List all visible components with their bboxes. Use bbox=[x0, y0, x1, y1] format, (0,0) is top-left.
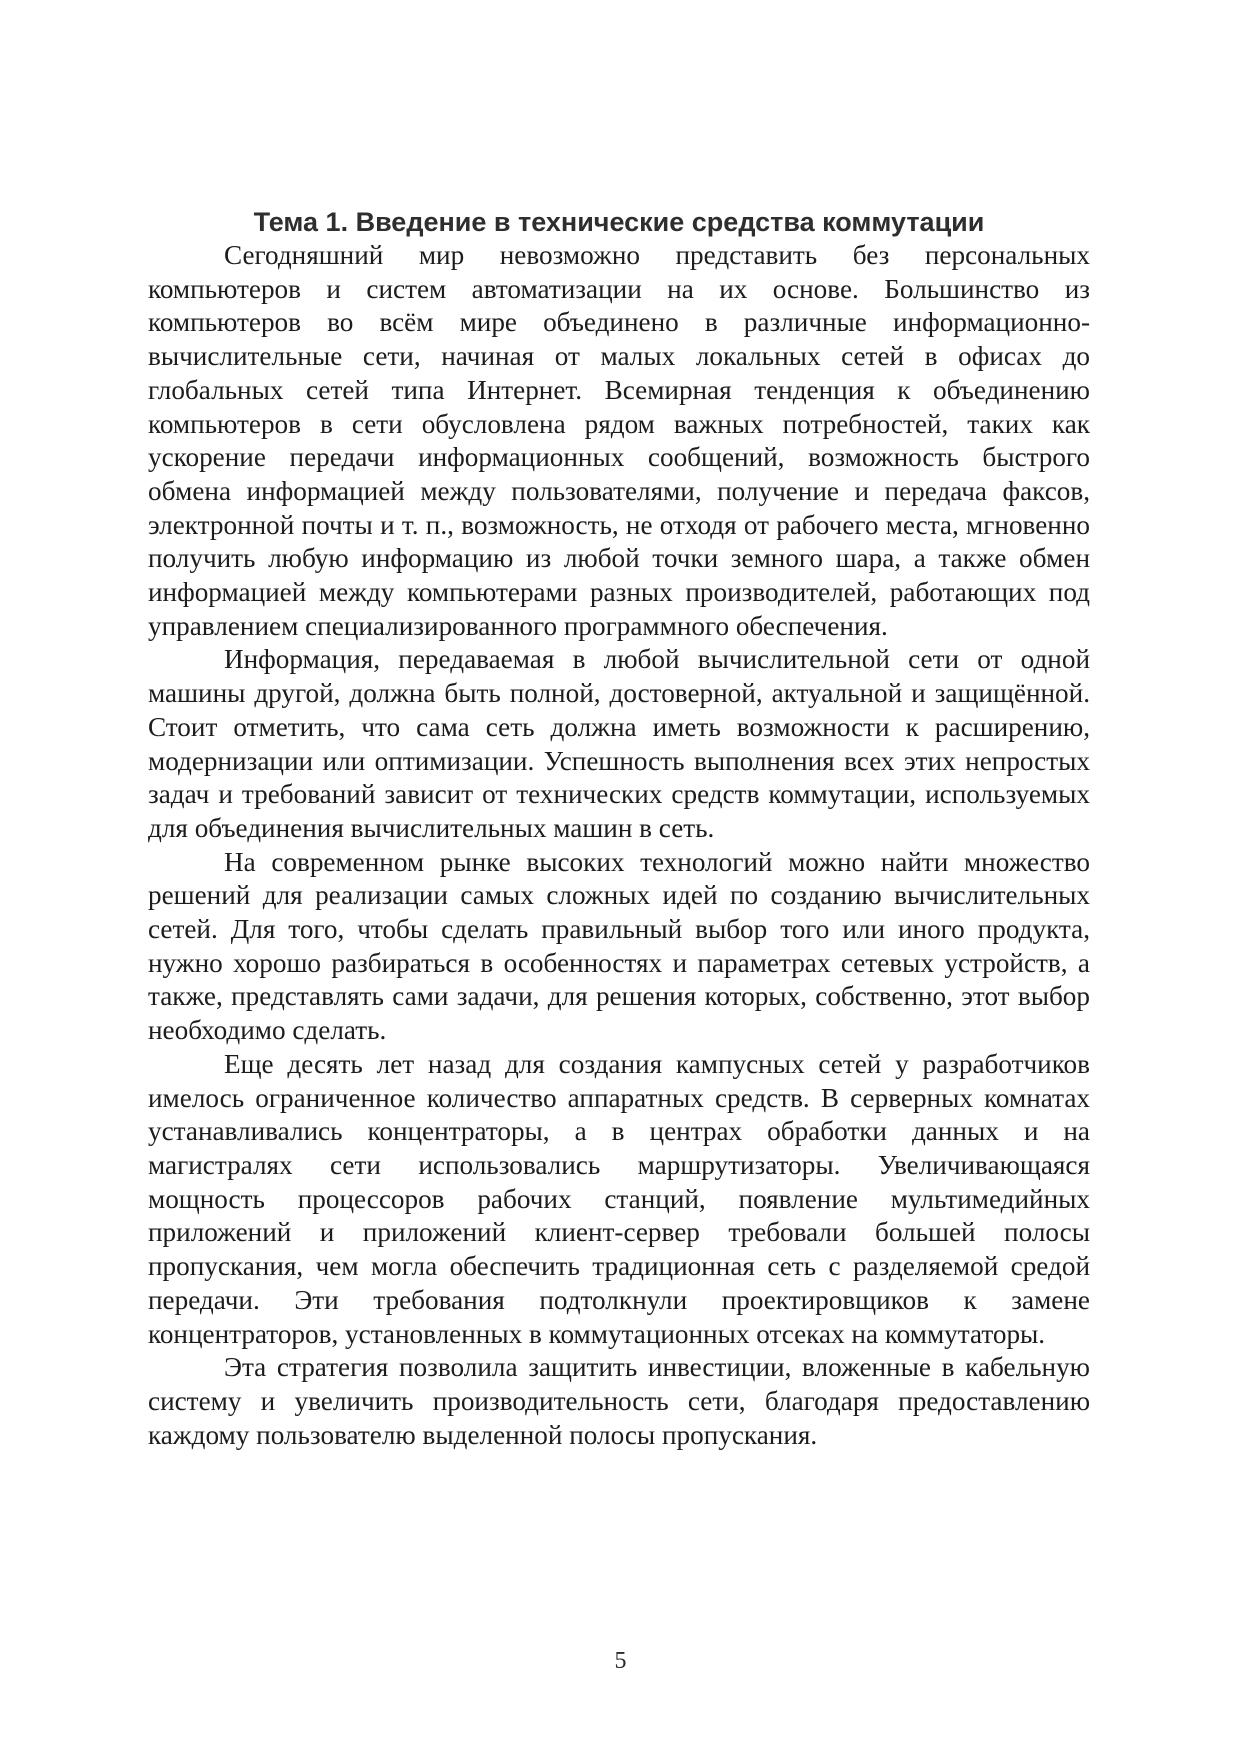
section-title: Тема 1. Введение в технические средства коммутации bbox=[253, 207, 985, 237]
paragraph-2: Информация, передаваемая в любой вычислительной сети от одной машины другой, должна быть полной, достоверной, актуальной и защищённой. Стоит отметить, что сама сеть должна иметь возможности к расширению, модернизации или оптимизации. Успешность выполнения всех этих непростых задач и требований зависит от технических средств коммутации, используемых для объединения вычислительных машин в сеть. bbox=[148, 644, 1090, 843]
page-number: 5 bbox=[614, 1648, 627, 1674]
paragraph-3: На современном рынке высоких технологий можно найти множество решений для реализации самых сложных идей по созданию вычислительных сетей. Для того, чтобы сделать правильный выбор того или иного продукта, нужно хорошо разбираться в особенностях и параметрах сетевых устройств, а также, представлять сами задачи, для решения которых, собственно, этот выбор необходимо сделать. bbox=[148, 846, 1090, 1046]
paragraph-1: Сегодняшний мир невозможно представить без персональных компьютеров и систем автоматизации на их основе. Большинство из компьютеров во всём мире объединено в различные информационно-вычислительные сети, начиная от малых локальных сетей в офисах до глобальных сетей типа Интернет. Всемирная тенденция к объединению компьютеров в сети обусловлена рядом важных потребностей, таких как ускорение передачи информационных сообщений, возможность быстрого обмена информацией между пользователями, получение и передача факсов, электронной почты и т. п., возможность, не отходя от рабочего места, мгновенно получить любую информацию из любой точки земного шара, а также обмен информацией между компьютерами разных производителей, работающих под управлением специализированного программного обеспечения. bbox=[148, 240, 1090, 641]
paragraph-4: Еще десять лет назад для создания кампусных сетей у разработчиков имелось ограниченное количество аппаратных средств. В серверных комнатах устанавливались концентраторы, а в центрах обработки данных и на магистралях сети использовались маршрутизаторы. Увеличивающаяся мощность процессоров рабочих станций, появление мультимедийных приложений и приложений клиент-сервер требовали большей полосы пропускания, чем могла обеспечить традиционная сеть с разделяемой средой передачи. Эти требования подтолкнули проектировщиков к замене концентраторов, установленных в коммутационных отсеках на коммутаторы. bbox=[148, 1048, 1090, 1349]
paragraph-5: Эта стратегия позволила защитить инвестиции, вложенные в кабельную систему и увеличить производительность сети, благодаря предоставлению каждому пользователю выделенной полосы пропускания. bbox=[148, 1352, 1090, 1450]
page-content bbox=[148, 205, 1090, 1452]
